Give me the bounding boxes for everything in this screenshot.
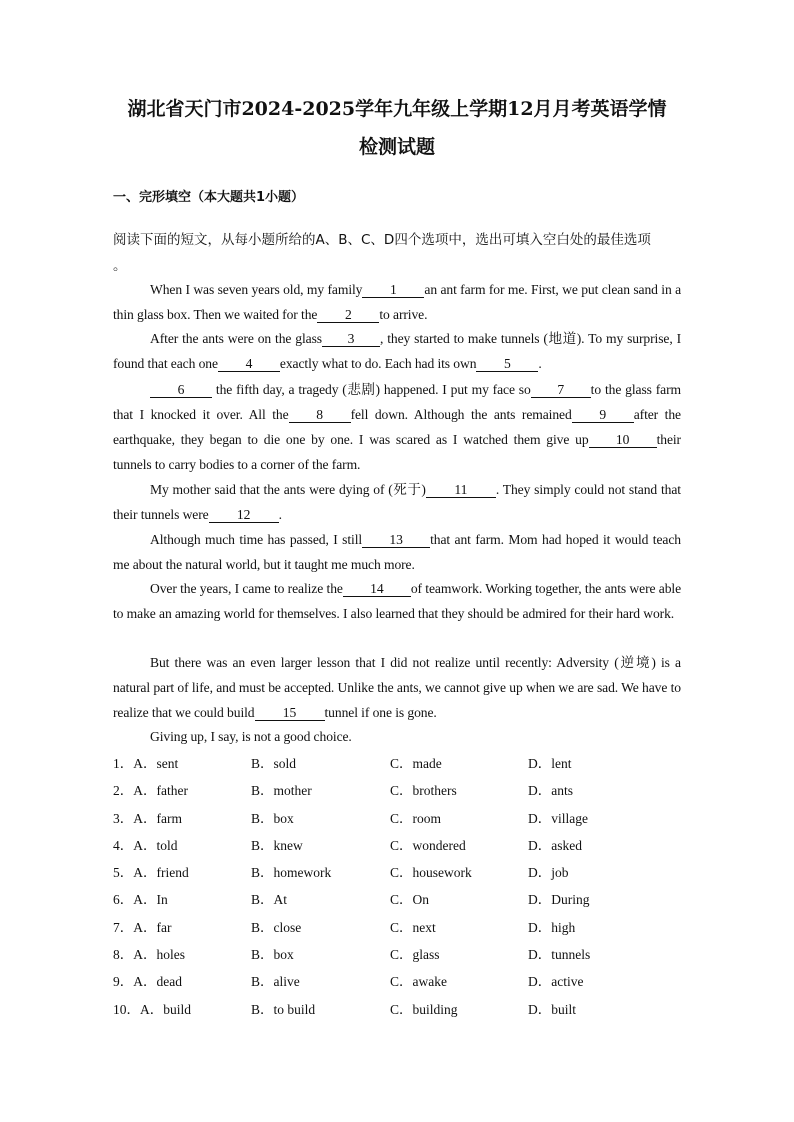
- blank-11: 11: [426, 483, 496, 498]
- option-c: C．room: [390, 810, 442, 826]
- option-a: 7．A．far: [113, 919, 172, 935]
- option-b: B．box: [251, 947, 294, 963]
- option-d: D．lent: [528, 756, 572, 771]
- option-c: C．brothers: [390, 783, 457, 799]
- blank-1: 1: [362, 283, 424, 298]
- option-b: B．At: [251, 892, 288, 908]
- option-a: 9．A．dead: [113, 974, 182, 990]
- option-b: B．alive: [251, 974, 300, 990]
- option-c: C．housework: [390, 865, 472, 881]
- options-list: [113, 752, 688, 1025]
- page-title-line2: 检测试题: [358, 136, 435, 158]
- option-a: 4．A．told: [113, 837, 178, 853]
- option-a: 8．A．holes: [113, 947, 185, 963]
- option-row: [113, 998, 688, 1025]
- option-row: [113, 807, 688, 834]
- blank-10: 10: [589, 433, 657, 448]
- option-a: 2．A．father: [113, 783, 188, 799]
- instruction-line1: 阅读下面的短文，从每小题所给的A、B、C、D四个选项中，选出可填入空白处的最佳选项: [113, 232, 651, 248]
- option-d: D．active: [528, 974, 584, 990]
- option-c: C．made: [390, 756, 442, 771]
- option-d: D．village: [528, 810, 588, 826]
- option-row: [113, 861, 688, 888]
- option-d: D．built: [528, 1001, 577, 1017]
- option-d: D．asked: [528, 837, 582, 853]
- option-d: D．During: [528, 892, 590, 908]
- option-c: C．wondered: [390, 837, 466, 853]
- option-b: B．mother: [251, 783, 312, 799]
- option-b: B．sold: [251, 756, 297, 771]
- option-a: 6．A．In: [113, 892, 168, 908]
- option-a: 5．A．friend: [113, 865, 189, 881]
- blank-12: 12: [209, 508, 279, 523]
- option-a: 10．A．build: [113, 1001, 192, 1017]
- option-c: C．On: [390, 892, 430, 908]
- blank-14: 14: [343, 582, 411, 597]
- option-c: C．awake: [390, 974, 447, 990]
- option-row: [113, 943, 688, 970]
- option-row: [113, 888, 688, 915]
- option-a: 3．A．farm: [113, 810, 182, 826]
- option-a: 1．A．sent: [113, 756, 179, 771]
- option-b: B．to build: [251, 1001, 316, 1017]
- option-d: D．high: [528, 919, 576, 935]
- blank-7: 7: [531, 383, 591, 398]
- blank-2: 2: [317, 308, 379, 323]
- blank-8: 8: [289, 408, 351, 423]
- passage-paragraph-6: Over the years, I came to realize the 14 of teamwork. Working together, the ants were able to make an amazing world for themselves. I also learned that they should be admired for their hard work.: [113, 581, 682, 621]
- option-d: D．job: [528, 865, 569, 881]
- blank-3: 3: [322, 332, 380, 347]
- option-b: B．box: [251, 810, 294, 826]
- blank-15: 15: [255, 706, 325, 721]
- passage-paragraph-4: My mother said that the ants were dying of (死于) 11 . They simply could not stand that their tunnels were 12 .: [113, 482, 681, 522]
- passage-paragraph-7: But there was an even larger lesson that I did not realize until recently: Adversity (逆境) is a natural part of life, and must be accepted. Unlike the ants, we cannot give up when we are sad. We have to realize that we could build 15 tunnel if one is gone.: [113, 655, 681, 720]
- passage-paragraph-5: Although much time has passed, I still 13 that ant farm. Mom had hoped it would teach me about the natural world, but it taught me much more.: [113, 532, 681, 572]
- passage-paragraph-3: 6 the fifth day, a tragedy (悲剧) happened. I put my face so 7 to the glass farm that I knocked it over. All the 8 fell down. Although the ants remained 9 after the earthquake, they began to die one by one. I was scared as I watched them give up 10 their tunnels to carry bodies to a corner of the farm.: [113, 382, 681, 472]
- section-heading: 一、完形填空（本大题共1小题）: [113, 190, 305, 205]
- option-c: C．building: [390, 1001, 458, 1017]
- option-c: C．glass: [390, 947, 440, 963]
- option-row: [113, 970, 688, 997]
- option-b: B．knew: [251, 837, 303, 853]
- passage-paragraph-1: When I was seven years old, my family 1 an ant farm for me. First, we put clean sand in a thin glass box. Then we waited for the 2 to arrive.: [113, 282, 682, 322]
- option-row: [113, 916, 688, 943]
- option-c: C．next: [390, 919, 436, 935]
- blank-4: 4: [218, 357, 280, 372]
- option-b: B．close: [251, 919, 302, 935]
- blank-13: 13: [362, 533, 430, 548]
- option-d: D．ants: [528, 783, 573, 799]
- blank-6: 6: [150, 383, 212, 398]
- page-title-line1: 湖北省天门市2024-2025学年九年级上学期12月月考英语学情: [127, 98, 667, 120]
- blank-5: 5: [476, 357, 538, 372]
- option-row: [113, 834, 688, 861]
- passage-paragraph-2: After the ants were on the glass 3 , they started to make tunnels (地道). To my surprise, I found that each one 4 exactly what to do. Each had its own 5 .: [113, 331, 681, 371]
- instruction-line2: 。: [113, 258, 127, 274]
- option-row: [113, 779, 688, 806]
- option-d: D．tunnels: [528, 947, 591, 963]
- blank-9: 9: [572, 408, 634, 423]
- option-b: B．homework: [251, 865, 332, 881]
- passage-paragraph-8: Giving up, I say, is not a good choice.: [150, 729, 352, 744]
- option-row: [113, 752, 688, 779]
